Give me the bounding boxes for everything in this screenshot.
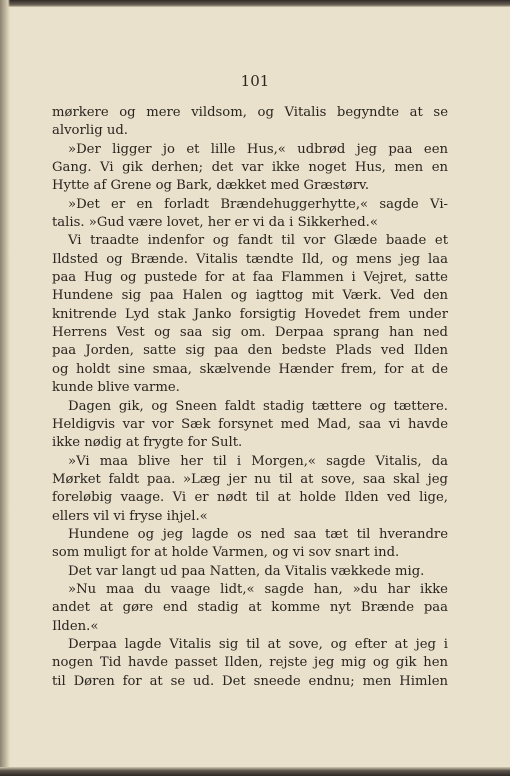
text-line: Heldigvis var vor Sæk forsynet med Mad, saa vi havde [52, 416, 448, 432]
text-line: Det var langt ud paa Natten, da Vitalis vækkede mig. [68, 563, 425, 579]
text-line: og holdt sine smaa, skælvende Hænder frem, for at de [52, 361, 448, 377]
text-line: »Det er en forladt Brændehuggerhytte,« sagde Vi- [68, 196, 448, 212]
text-line: foreløbig vaage. Vi er nødt til at holde Ilden ved lige, [52, 490, 448, 506]
page-number: 101 [240, 72, 270, 90]
page-text [52, 104, 448, 691]
text-line: til Døren for at se ud. Det sneede endnu; men Himlen [52, 673, 448, 689]
text-line: »Nu maa du vaage lidt,« sagde han, »du har ikke [68, 581, 448, 597]
text-line: Derpaa lagde Vitalis sig til at sove, og efter at jeg i [68, 636, 448, 652]
page-left-edge [0, 0, 10, 776]
text-line: knitrende Lyd stak Janko forsigtig Hovedet frem under [52, 306, 448, 322]
page-bottom-edge [0, 767, 510, 776]
text-line: som muligt for at holde Varmen, og vi sov snart ind. [52, 545, 400, 561]
text-line: Hundene sig paa Halen og iagttog mit Værk. Ved den [52, 288, 448, 304]
text-line: alvorlig ud. [52, 123, 128, 139]
text-line: Vi traadte indenfor og fandt til vor Glæde baade et [68, 233, 448, 249]
page-top-edge [0, 0, 510, 7]
text-line: paa Hug og pustede for at faa Flammen i Vejret, satte [52, 270, 448, 286]
text-line: nogen Tid havde passet Ilden, rejste jeg mig og gik hen [52, 655, 448, 671]
text-line: Hundene og jeg lagde os ned saa tæt til hverandre [68, 526, 448, 542]
text-line: Dagen gik, og Sneen faldt stadig tættere og tættere. [68, 398, 448, 414]
text-line: ikke nødig at frygte for Sult. [52, 435, 243, 451]
text-line: mørkere og mere vildsom, og Vitalis begyndte at se [52, 105, 448, 120]
text-line: Mørket faldt paa. »Læg jer nu til at sove, saa skal jeg [52, 471, 448, 487]
text-line: kunde blive varme. [52, 380, 180, 396]
text-line: »Der ligger jo et lille Hus,« udbrød jeg paa een [68, 141, 448, 157]
text-line: paa Jorden, satte sig paa den bedste Plads ved Ilden [52, 343, 448, 359]
text-line: ellers vil vi fryse ihjel.« [52, 508, 208, 524]
text-line: Gang. Vi gik derhen; det var ikke noget Hus, men en [52, 160, 448, 176]
text-line: andet at gøre end stadig at komme nyt Brænde paa [52, 600, 448, 616]
text-line: talis. »Gud være lovet, her er vi da i Sikkerhed.« [52, 215, 378, 231]
text-line: »Vi maa blive her til i Morgen,« sagde Vitalis, da [68, 453, 448, 469]
text-line: Ildsted og Brænde. Vitalis tændte Ild, og mens jeg laa [52, 251, 448, 267]
text-line: Hytte af Grene og Bark, dækket med Græstørv. [52, 178, 370, 194]
text-line: Ilden.« [52, 618, 99, 634]
text-line: Herrens Vest og saa sig om. Derpaa sprang han ned [52, 325, 448, 341]
